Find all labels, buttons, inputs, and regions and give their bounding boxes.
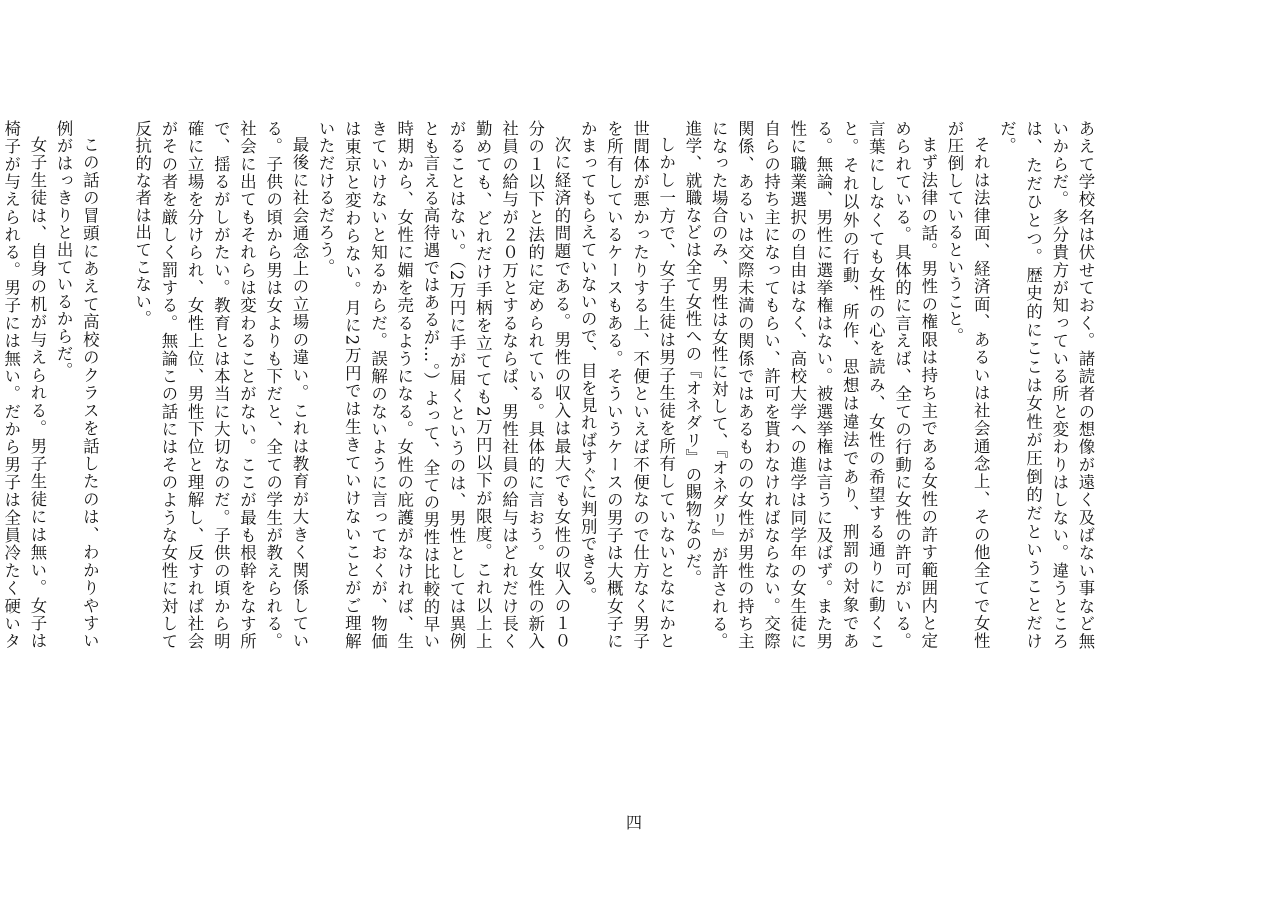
paragraph: 女子生徒は、自身の机が与えられる。男子生徒には無い。女子は椅子が与えられる。男子には無い。だから男子は全員冷たく硬いタ (1, 120, 47, 650)
page-number: 四 (625, 813, 642, 832)
paragraph: 最後に社会通念上の立場の違い。これは教育が大きく関係している。子供の頃から男は女よりも下だと、全ての学生が教えられる。社会に出てもそれらは変わることがない。ここが最も根幹をなす所で、揺るがしがたい。教育とは本当に大切なのだ。子供の頃から明確に立場を分けられ、女性上位、男性下位と理解し、反すれば社会がその者を厳しく罰する。無論この話にはそのような女性に対して反抗的な者は出てこない。 (132, 120, 309, 650)
paragraph: 次に経済的問題である。男性の収入は最大でも女性の収入の１０分の１以下と法的に定められている。具体的に言おう。女性の新入社員の給与が２０万とするならば、男性社員の給与はどれだけ長く勤めても、どれだけ手柄を立てても2万円以下が限度。これ以上上がることはない。（2万円に手が届くというのは、男性としては異例とも言える高待遇ではあるが…。）よって、全ての男性は比較的早い時期から、女性に媚を売るようになる。女性の庇護がなければ、生きていけないと知るからだ。誤解のないように言っておくが、物価は東京と変わらない。月に2万円では生きていけないことがご理解いただけるだろう。 (316, 120, 571, 650)
vertical-text-body (1, 120, 1098, 650)
paragraph: まず法律の話。男性の権限は持ち主である女性の許す範囲内と定められている。具体的に言えば、全ての行動に女性の許可がいる。言葉にしなくても女性の心を読み、女性の希望する通りに動くこと。それ以外の行動、所作、思想は違法であり、刑罰の対象である。無論、男性に選挙権はない。被選挙権は言うに及ばず。また男性に職業選択の自由はなく、高校大学への進学は同学年の女生徒に自らの持ち主になってもらい、許可を貰わなければならない。交際関係、あるいは交際未満の関係ではあるものの女性が男性の持ち主になった場合のみ、男性は女性に対して、『オネダリ』が許される。進学、就職などは全て女性への『オネダリ』の賜物なのだ。 (682, 120, 938, 650)
blank-line (102, 120, 128, 650)
paragraph: しかし一方で、女子生徒は男子生徒を所有していないとなにかと世間体が悪かったりする上、不便といえば不便なので仕方なく男子を所有しているケースもある。そういうケースの男子は大概女子にかまってもらえていないので、目を見ればすぐに判別できる。 (578, 120, 676, 650)
paragraph: それは法律面、経済面、あるいは社会通念上、その他全てで女性が圧倒しているということ。 (944, 120, 991, 650)
paragraph: この話の冒頭にあえて高校のクラスを話したのは、わかりやすい例がはっきりと出ているからだ。 (54, 120, 100, 650)
paragraph: あえて学校名は伏せておく。諸読者の想像が遠く及ばない事など無いからだ。多分貴方が知っている所と変わりはしない。違うところは、ただひとつ。歴史的にここは女性が圧倒的だということだけだ。 (997, 120, 1095, 650)
